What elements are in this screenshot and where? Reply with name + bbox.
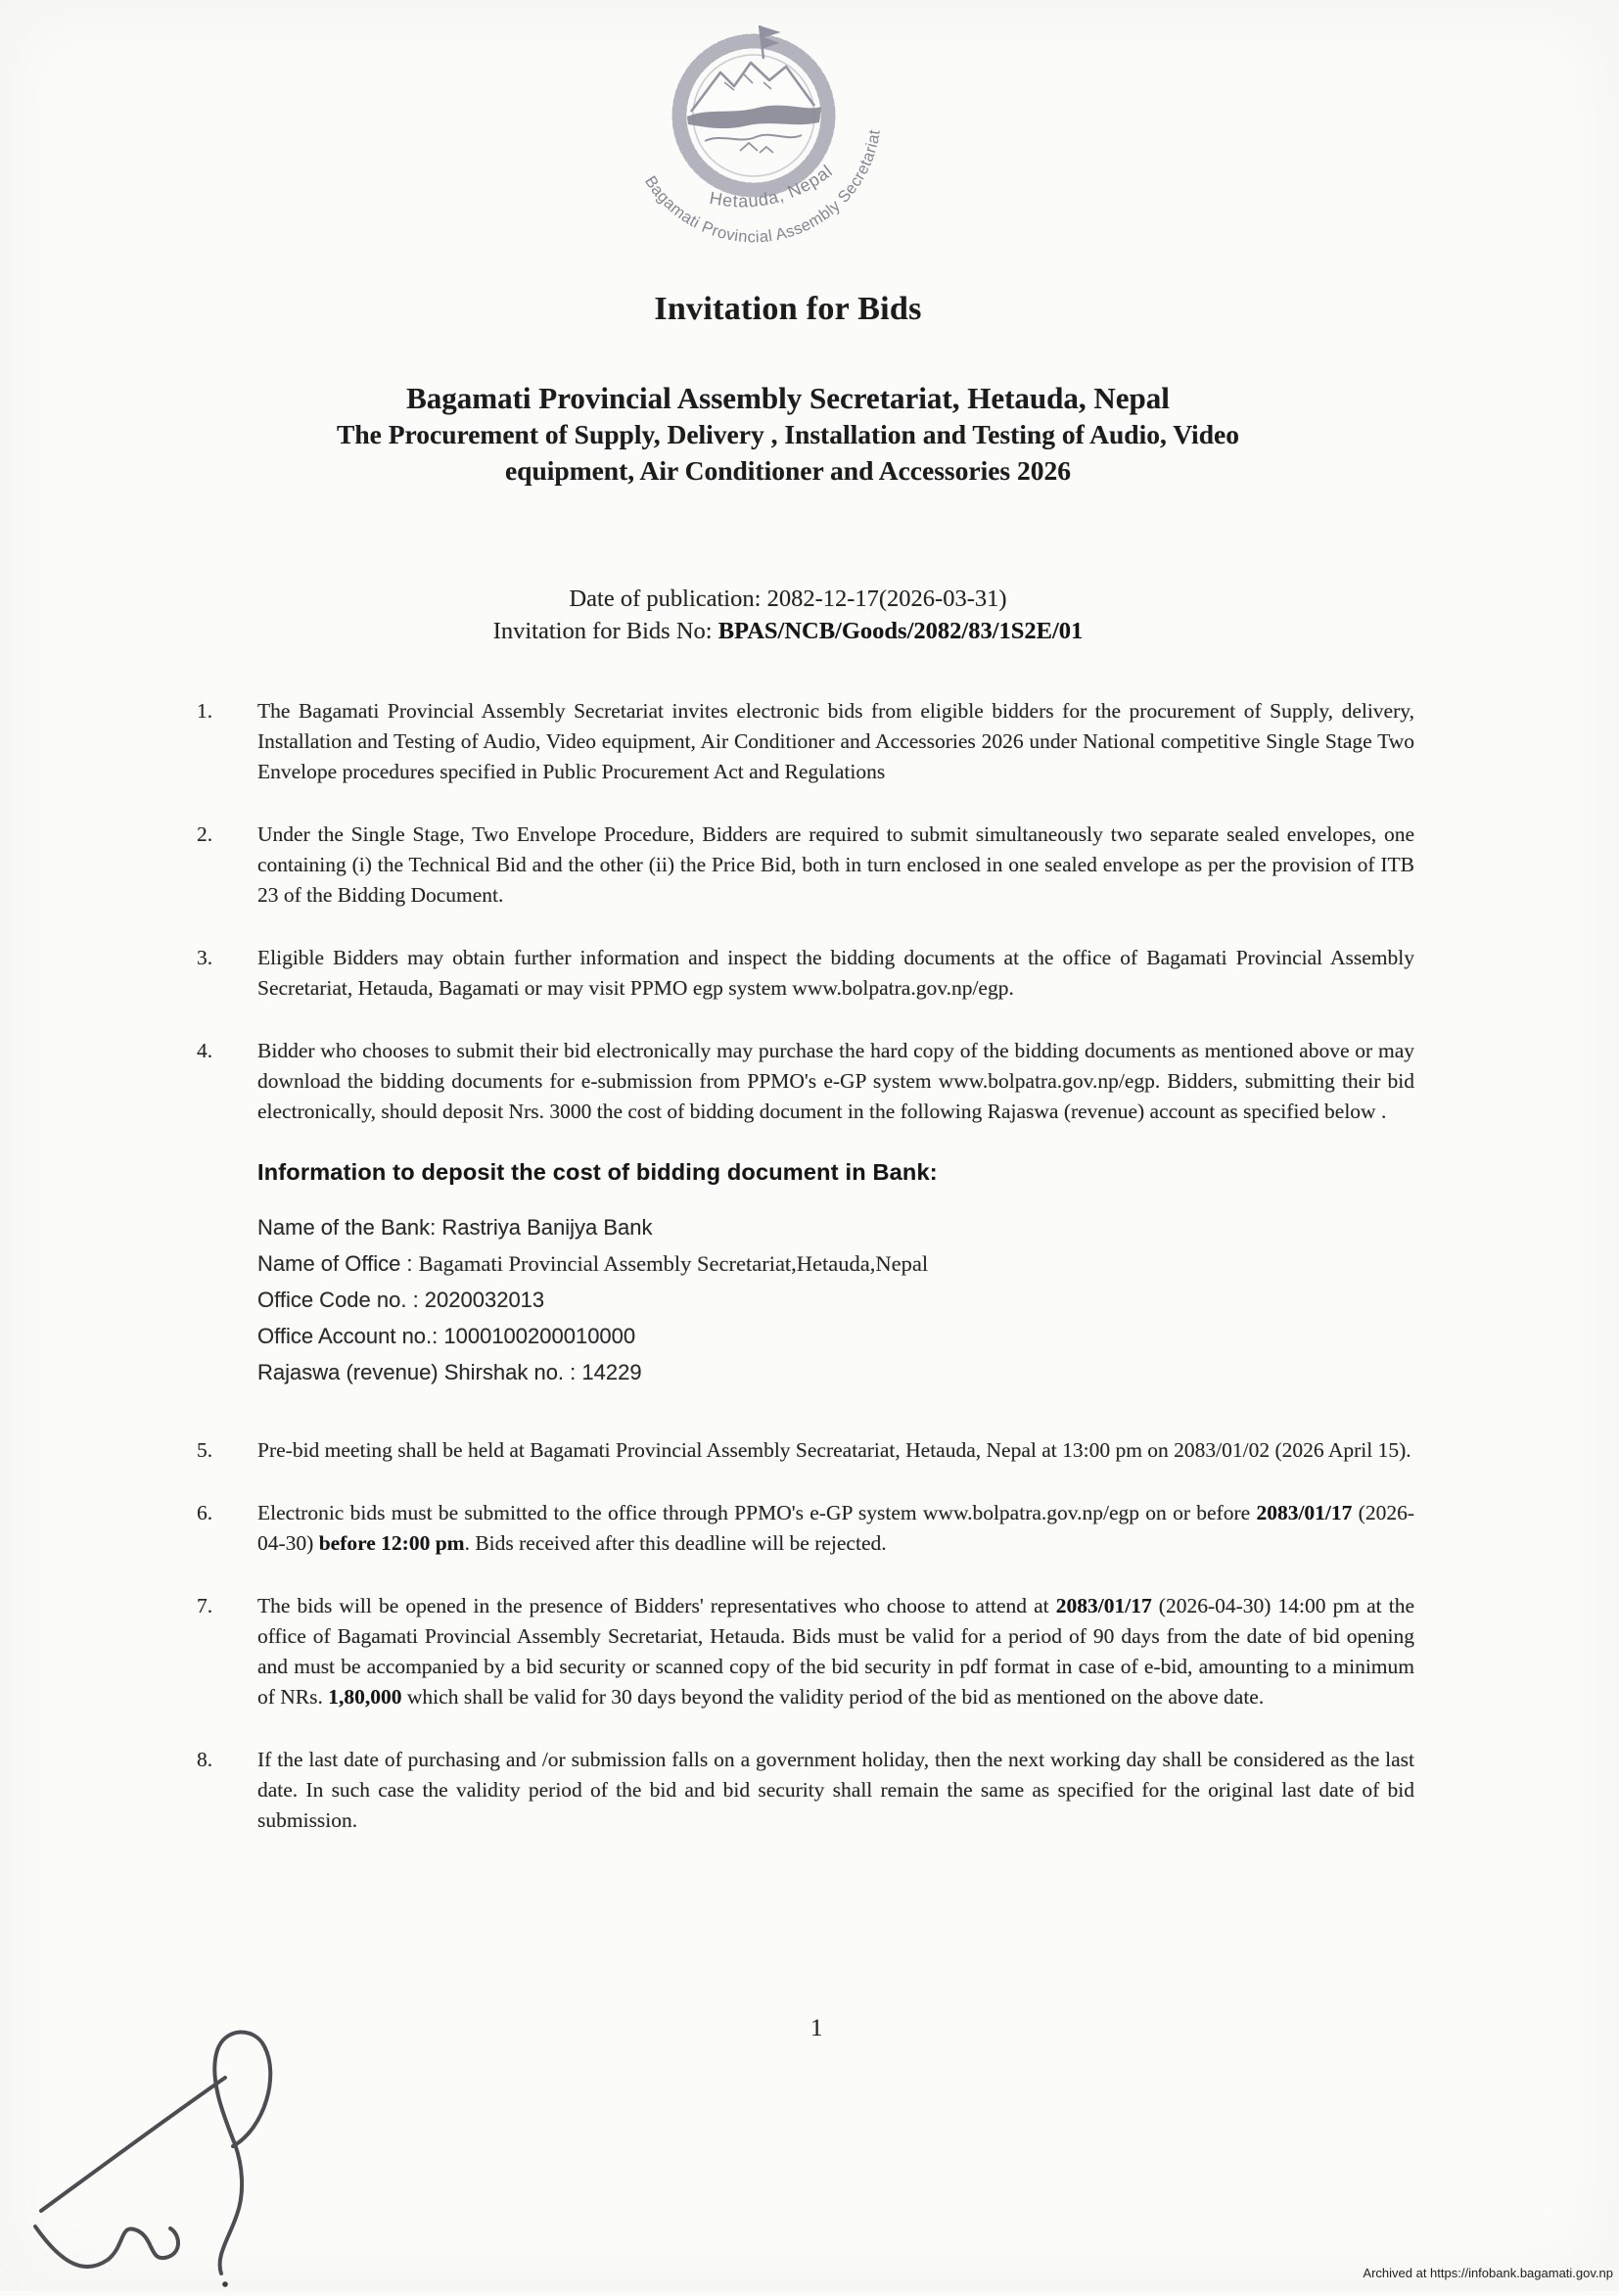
bank-info-row: Name of Office : Bagamati Provincial Assembly Secretariat,Hetauda,Nepal [257,1251,929,1276]
list-item-text: Pre-bid meeting shall be held at Bagamati Provincial Assembly Secreatariat, Hetauda, Nepal at 13:00 pm on 2083/01/02 (2026 April 15). [257,1438,1411,1462]
bank-info-row: Name of the Bank: Rastriya Banijya Bank [257,1215,653,1240]
bank-info-row: Office Code no. : 2020032013 [257,1288,545,1312]
bank-info-rows [257,1209,1414,1390]
list-item-text: If the last date of purchasing and /or submission falls on a government holiday, then the next working day shall be considered as the last date. In such case the validity period of the bid and bid security shall remain the same as specified for the original last date of bid submission. [257,1748,1414,1832]
subtitle-line-2: equipment, Air Conditioner and Accessories 2026 [504,455,1072,486]
list-item-text: The Bagamati Provincial Assembly Secretariat invites electronic bids from eligible bidders for the procurement of Supply, delivery, Installation and Testing of Audio, Video equipment, Air Conditioner and Accessories 2026 under National competitive Single Stage Two Envelope procedures specified in Public Procurement Act and Regulations [257,699,1414,783]
bid-conditions-list [162,696,1414,1836]
list-item-number: 8. [197,1748,213,1771]
bid-number-line: Invitation for Bids No: BPAS/NCB/Goods/2082/83/1S2E/01 [492,618,1084,644]
list-item [197,696,1414,787]
list-item-text: Electronic bids must be submitted to the office through PPMO's e-GP system www.bolpatra.gov.np/egp on or before 2083/01/17 (2026-04-30) before 12:00 pm. Bids received after this deadline will be rejected. [257,1501,1414,1555]
seal-arc-text-top: Bagamati Provincial Assembly Secretariat [640,128,884,247]
list-item-text: Bidder who chooses to submit their bid electronically may purchase the hard copy of the bidding documents as mentioned above or may download the bidding documents for e-submission from PPMO's e-GP system www.bolpatra.gov.np/egp. Bidders, submitting their bid electronically, should deposit Nrs. 3000 the cost of bidding document in the following Rajaswa (revenue) account as specified below . [257,1039,1414,1123]
bank-info-heading: Information to deposit the cost of bidding document in Bank: [257,1159,938,1185]
bid-number-value: BPAS/NCB/Goods/2082/83/1S2E/01 [717,618,1084,644]
publication-date-line: Date of publication: 2082-12-17(2026-03-31) [569,586,1007,612]
list-item-text: Under the Single Stage, Two Envelope Procedure, Bidders are required to submit simultaneously two separate sealed envelopes, one containing (i) the Technical Bid and the other (ii) the Price Bid, both in turn enclosed in one sealed envelope as per the provision of ITB 23 of the Bidding Document. [257,822,1414,907]
list-items-5-8 [197,1435,1414,1836]
organization-name: Bagamati Provincial Assembly Secretariat, Hetauda, Nepal [406,381,1170,415]
list-item [197,943,1414,1004]
subtitle-line-1: The Procurement of Supply, Delivery , Installation and Testing of Audio, Video [337,419,1239,449]
list-item [197,1036,1414,1127]
list-item-number: 7. [197,1594,213,1617]
document-title: Invitation for Bids [654,291,922,327]
publication-block [162,583,1414,647]
bank-info-row: Rajaswa (revenue) Shirshak no. : 14229 [257,1360,642,1384]
archive-footer-note: Archived at https://infobank.bagamati.gov.np [1363,2266,1613,2280]
list-item-number: 6. [197,1501,213,1524]
publication-date-value: 2082-12-17(2026-03-31) [766,586,1007,612]
list-item [197,1745,1414,1836]
list-item-text: The bids will be opened in the presence of Bidders' representatives who choose to attend at 2083/01/17 (2026-04-30) 14:00 pm at the office of Bagamati Provincial Assembly Secretariat, Hetauda. Bids must be valid for a period of 90 days from the date of bid opening and must be accompanied by a bid security or scanned copy of the bid security in pdf format in case of e-bid, amounting to a minimum of NRs. 1,80,000 which shall be valid for 30 days beyond the validity period of the bid as mentioned on the above date. [257,1594,1414,1709]
signature-scribble [31,2019,315,2291]
list-item-number: 3. [197,946,213,969]
procurement-subtitle [162,416,1414,489]
list-item-number: 4. [197,1039,213,1062]
list-item-number: 5. [197,1438,213,1462]
signature-icon [31,2019,315,2291]
bank-info-block [257,1159,1414,1390]
list-items-1-4 [197,696,1414,1127]
list-item-text: Eligible Bidders may obtain further information and inspect the bidding documents at the office of Bagamati Provincial Assembly Secretariat, Hetauda, Bagamati or may visit PPMO egp system www.bolpatra.gov.np/egp. [257,946,1414,1000]
page-number: 1 [810,2015,823,2041]
list-item-number: 1. [197,699,213,723]
list-item [197,1591,1414,1712]
list-item [197,1435,1414,1466]
list-item-number: 2. [197,822,213,846]
bank-info-row: Office Account no.: 1000100200010000 [257,1324,636,1348]
seal-arc-text-bottom: Hetauda, Nepal [708,161,837,211]
list-item [197,1498,1414,1559]
list-item [197,820,1414,911]
